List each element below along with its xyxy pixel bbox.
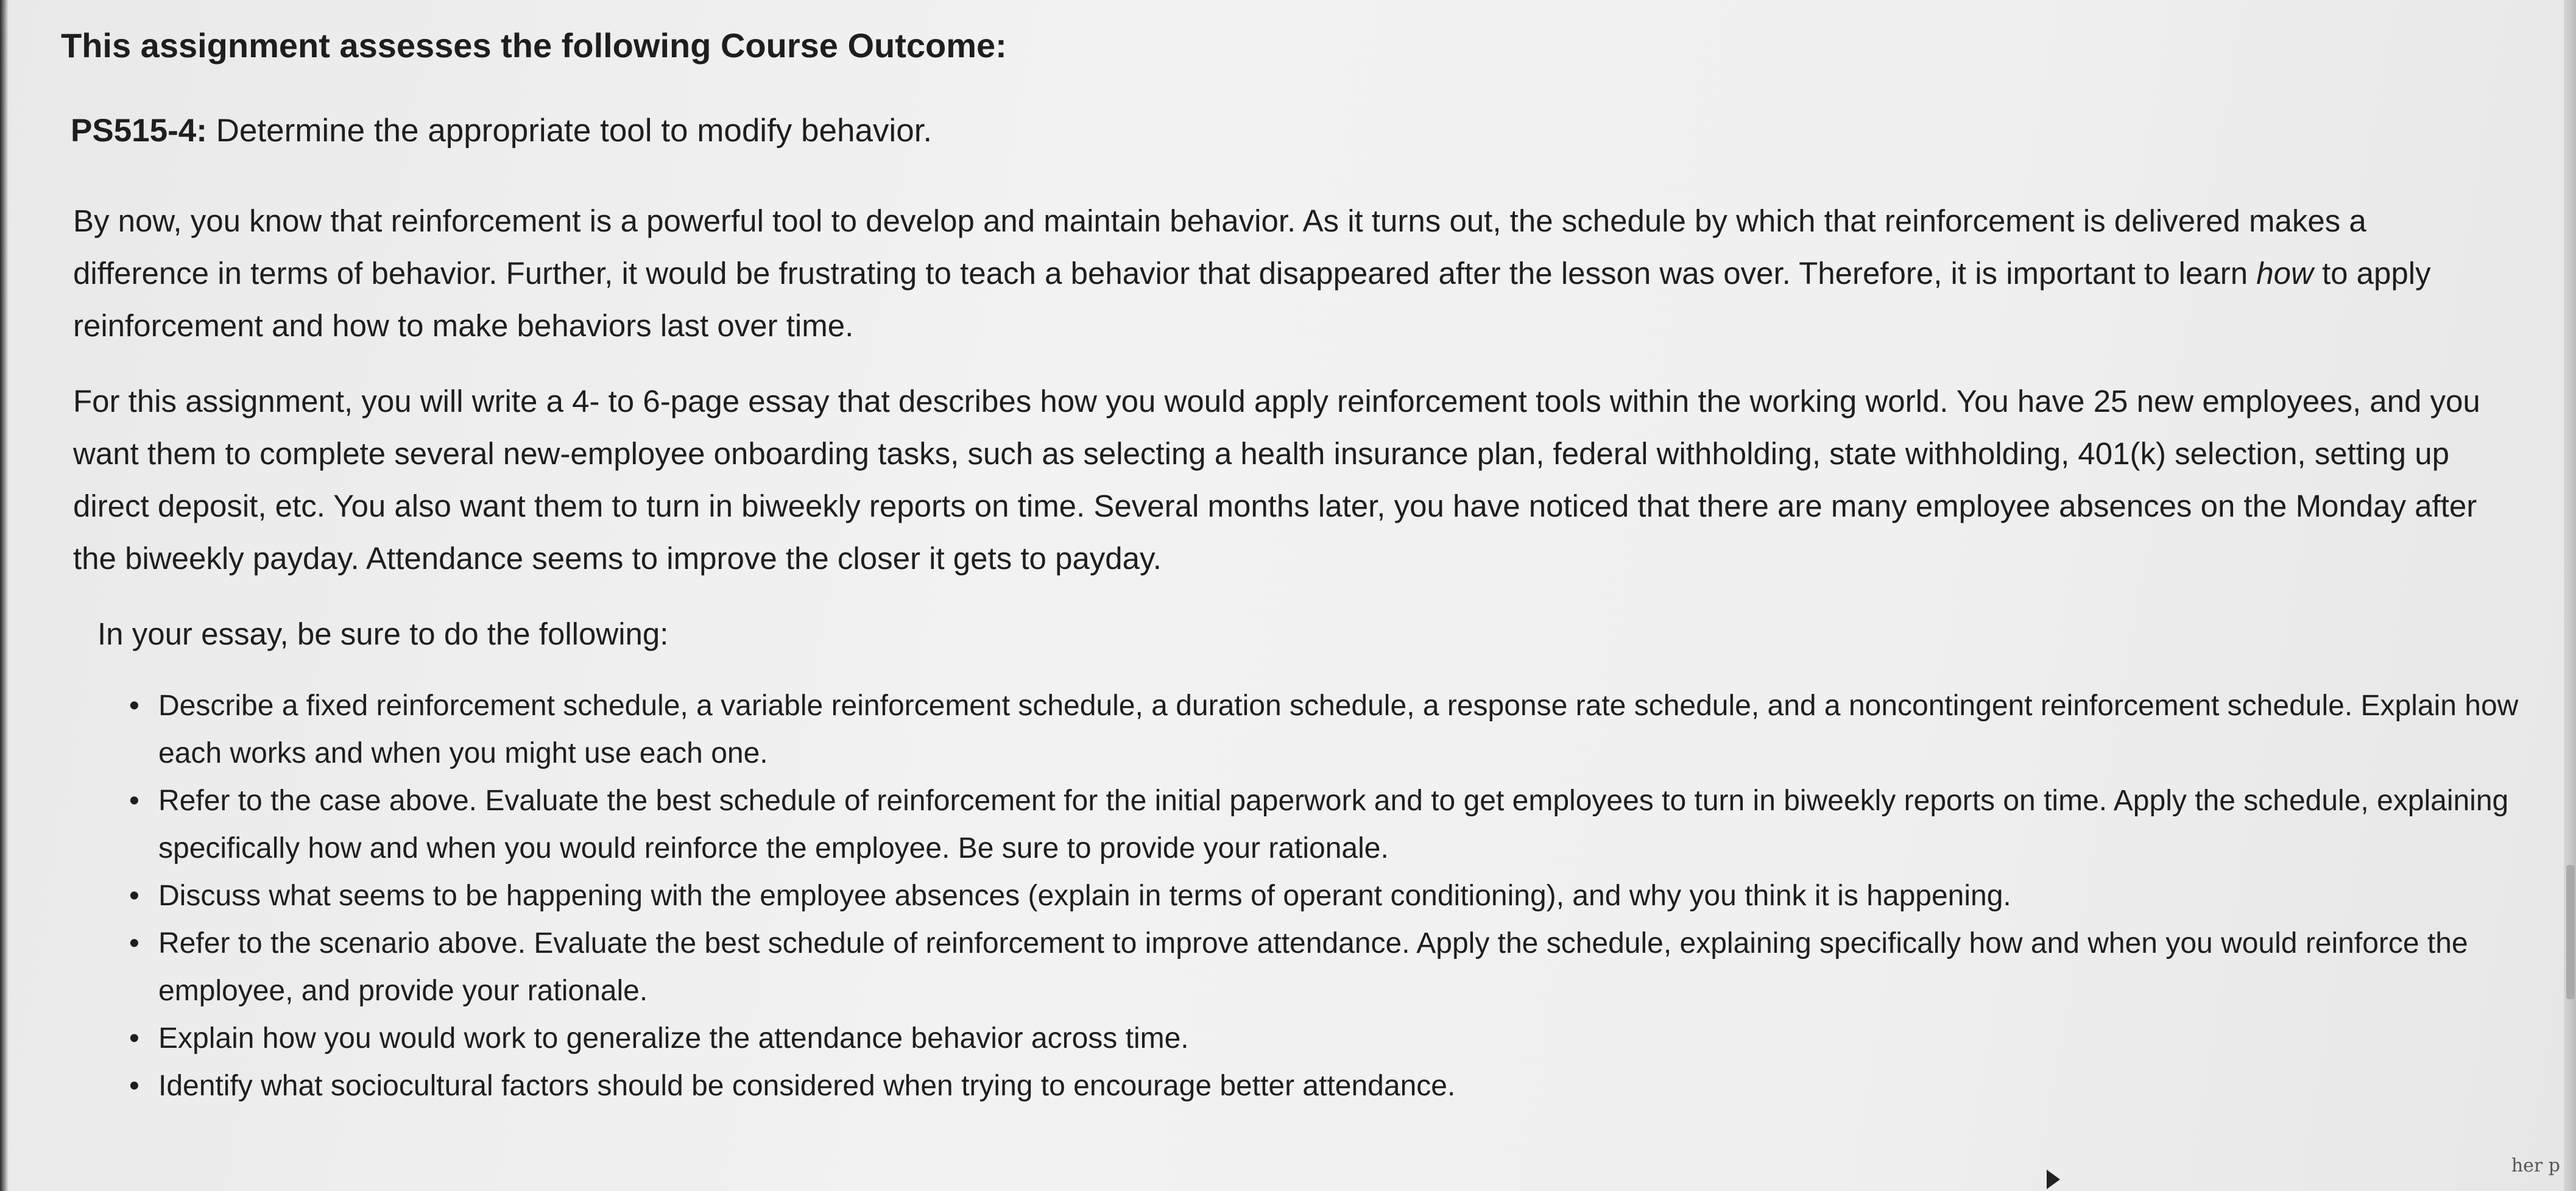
list-item [129,1015,2534,1062]
bullet-icon: • [129,927,139,960]
assignment-paragraph: For this assignment, you will write a 4- to 6-page essay that describes how you would apply reinforcement tools within the working world. You have 25 new employees, and you want them to complete several new-employee onboarding tasks, such as selecting a health insurance plan, federal withholding, state withholding, 401(k) selection, setting up direct deposit, etc. You also want them to turn in biweekly reports on time. Several months later, you have noticed that there are many employee absences on the Monday after the biweekly payday. Attendance seems to improve the closer it gets to payday. [73,384,2480,576]
list-item [129,682,2534,777]
intro-paragraph [73,195,2510,352]
requirements-list [61,682,2519,1110]
list-item-text: Identify what sociocultural factors should be considered when trying to encourage better attendance. [158,1070,1456,1102]
bullet-icon: • [129,690,139,722]
intro-text-end: to apply reinforcement and how to make behaviors last over time. [73,256,2431,343]
scrollbar[interactable] [2564,0,2576,1191]
scrollbar-thumb[interactable] [2566,865,2575,999]
list-item [129,1062,2534,1110]
list-item-text: Discuss what seems to be happening with the employee absences (explain in terms of operant conditioning), and why you think it is happening. [158,880,2011,912]
essay-instructions-lead: In your essay, be sure to do the following: [97,617,669,651]
outcome-code: PS515-4: [71,113,207,149]
course-outcome [71,104,2473,158]
bullet-icon: • [129,785,139,817]
bullet-icon: • [129,1070,139,1102]
page-heading: This assignment assesses the following Course Outcome: [61,26,1007,65]
intro-text-start: By now, you know that reinforcement is a powerful tool to develop and maintain behavior. As it turns out, the schedule by which that reinforcement is delivered makes a difference in terms of behavior. Further, it would be frustrating to teach a behavior that disappeared after the lesson was over. Therefore, it is important to learn [73,203,2366,291]
list-item-text: Describe a fixed reinforcement schedule, a variable reinforcement schedule, a duration schedule, a response rate schedule, and a noncontingent reinforcement schedule. Explain how each works and when you might use each one. [158,690,2519,769]
corner-partial-text: her p [2511,1155,2560,1176]
list-item-text: Refer to the case above. Evaluate the best schedule of reinforcement for the initial paperwork and to get employees to turn in biweekly reports on time. Apply the schedule, explaining specifically how and when you would reinforce the employee. Be sure to provide your rationale. [158,785,2509,864]
intro-emphasis: how [2256,256,2313,291]
list-item-text: Refer to the scenario above. Evaluate the best schedule of reinforcement to improve attendance. Apply the schedule, explaining specifically how and when you would reinforce the employee, and provide your rationale. [158,927,2468,1007]
assignment-content [61,18,2519,1110]
mouse-cursor-icon [2047,1170,2060,1189]
bullet-icon: • [129,880,139,912]
list-item [129,872,2534,920]
outcome-text: Determine the appropriate tool to modify behavior. [216,113,933,149]
list-item [129,920,2534,1015]
bullet-icon: • [129,1022,139,1055]
screen-left-edge [0,0,9,1191]
list-item-text: Explain how you would work to generalize the attendance behavior across time. [158,1022,1189,1055]
list-item [129,777,2534,872]
